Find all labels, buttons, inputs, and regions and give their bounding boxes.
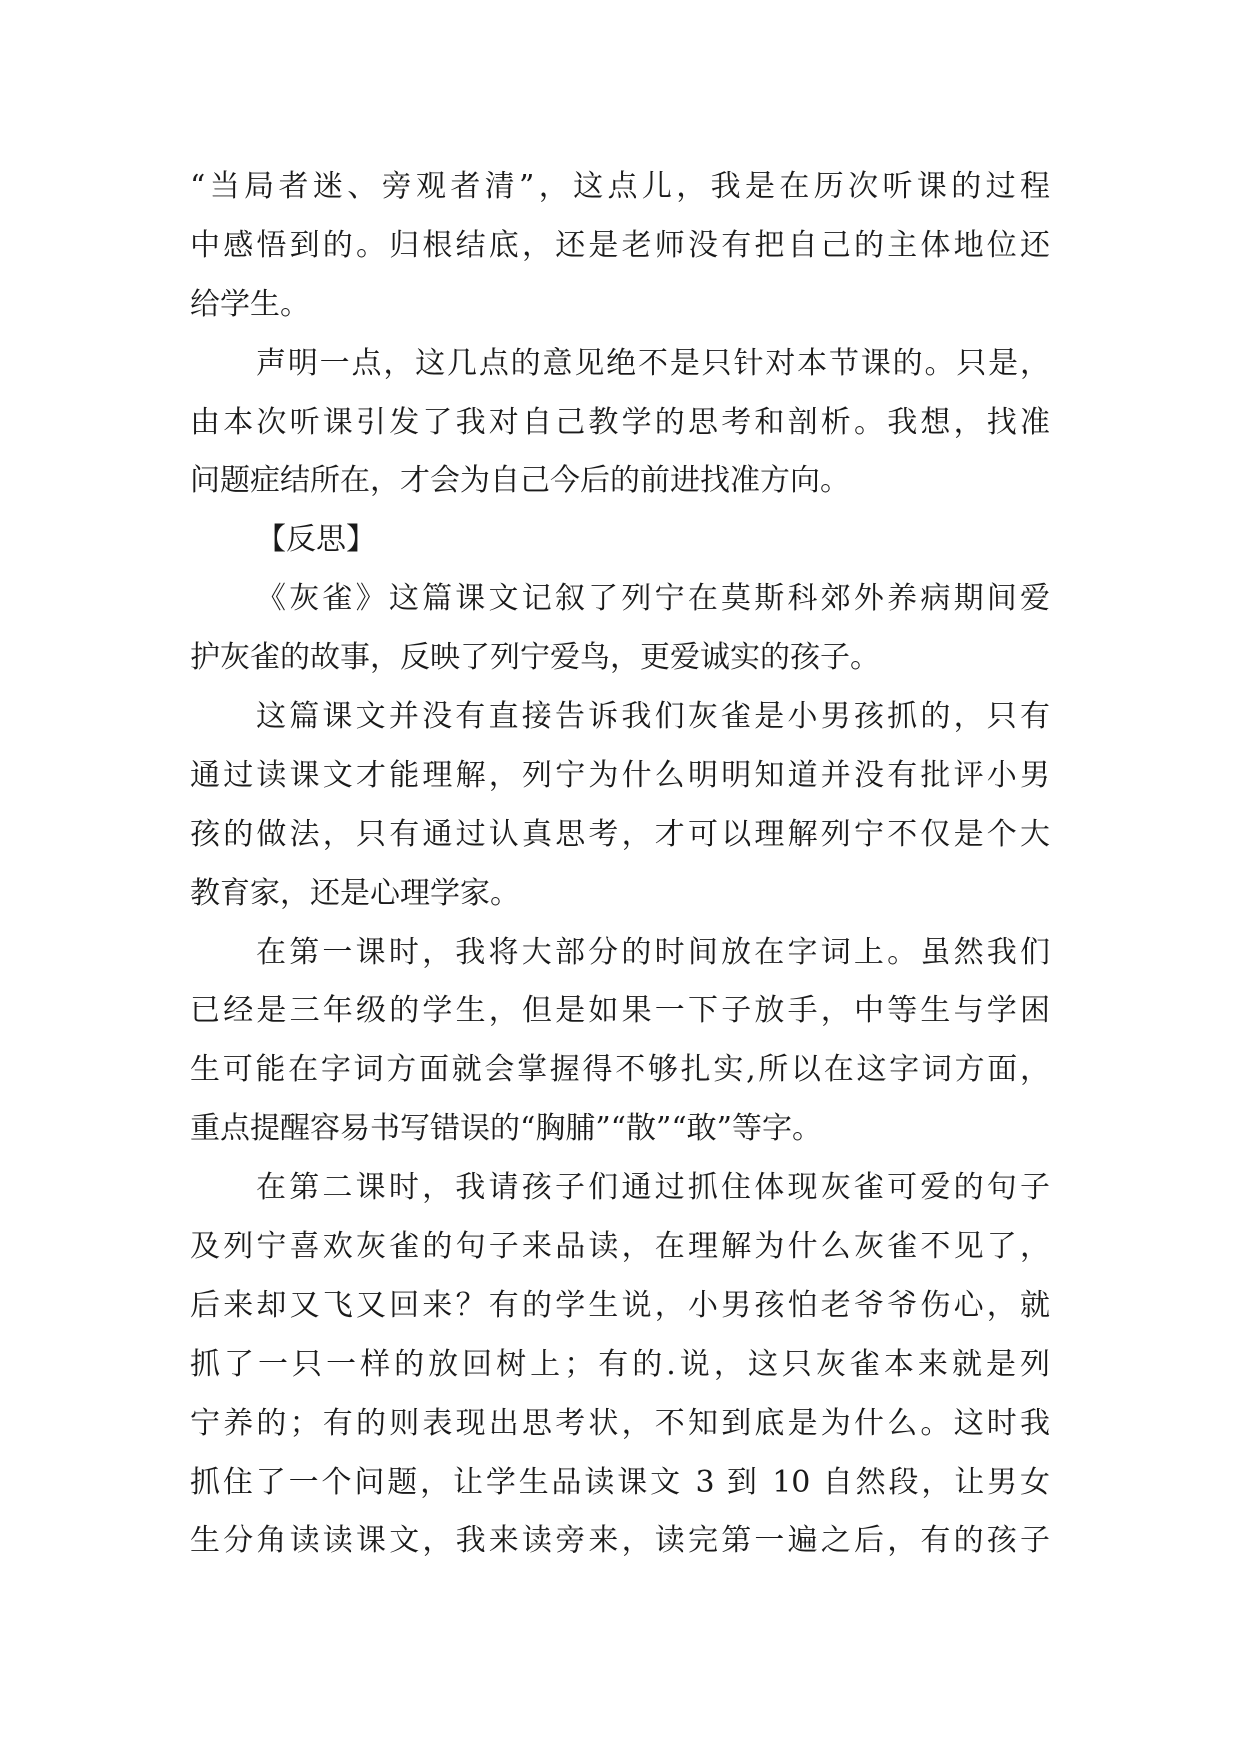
paragraph (190, 924, 1050, 1160)
paragraph (190, 335, 1050, 512)
text-line: 声明一点，这几点的意见绝不是只针对本节课的。只是， (256, 345, 1050, 381)
text-line: 已经是三年级的学生，但是如果一下子放手，中等生与学困 (190, 993, 1050, 1029)
text-line: 中感悟到的。归根结底，还是老师没有把自己的主体地位还 (190, 227, 1050, 263)
section-heading (190, 511, 1050, 570)
text-line: 在第一课时，我将大部分的时间放在字词上。虽然我们 (256, 934, 1050, 970)
text-line: 教育家，还是心理学家。 (190, 875, 520, 911)
text-line: 及列宁喜欢灰雀的句子来品读，在理解为什么灰雀不见了， (190, 1229, 1050, 1265)
text-line: 这篇课文并没有直接告诉我们灰雀是小男孩抓的，只有 (256, 699, 1050, 735)
paragraph (190, 158, 1050, 335)
text-line: 重点提醒容易书写错误的“胸脯”“散”“敢”等字。 (190, 1111, 823, 1147)
text-line: 抓住了一个问题，让学生品读课文 3 到 10 自然段，让男女 (190, 1464, 1050, 1500)
text-line: 【反思】 (256, 522, 376, 558)
text-line: 给学生。 (190, 286, 310, 322)
text-line: “当局者迷、旁观者清”，这点儿，我是在历次听课的过程 (190, 169, 1050, 204)
text-line: 生分角读读课文，我来读旁来，读完第一遍之后，有的孩子 (190, 1523, 1050, 1559)
text-line: 后来却又飞又回来？有的学生说，小男孩怕老爷爷伤心，就 (190, 1287, 1050, 1323)
paragraph (190, 688, 1050, 924)
text-line: 《灰雀》这篇课文记叙了列宁在莫斯科郊外养病期间爱 (256, 581, 1050, 617)
text-line: 抓了一只一样的放回树上；有的.说，这只灰雀本来就是列 (190, 1346, 1050, 1382)
text-line: 宁养的；有的则表现出思考状，不知到底是为什么。这时我 (190, 1405, 1050, 1441)
text-line: 由本次听课引发了我对自己教学的思考和剖析。我想，找准 (190, 404, 1050, 440)
text-line: 通过读课文才能理解，列宁为什么明明知道并没有批评小男 (190, 757, 1050, 793)
text-line: 生可能在字词方面就会掌握得不够扎实,所以在这字词方面， (190, 1052, 1050, 1088)
paragraph (190, 570, 1050, 688)
text-line: 孩的做法，只有通过认真思考，才可以理解列宁不仅是个大 (190, 816, 1050, 852)
text-line: 问题症结所在，才会为自己今后的前进找准方向。 (190, 463, 850, 499)
paragraph (190, 1159, 1050, 1571)
document-body (190, 158, 1050, 1571)
text-line: 在第二课时，我请孩子们通过抓住体现灰雀可爱的句子 (256, 1170, 1050, 1206)
text-line: 护灰雀的故事，反映了列宁爱鸟，更爱诚实的孩子。 (190, 640, 880, 676)
